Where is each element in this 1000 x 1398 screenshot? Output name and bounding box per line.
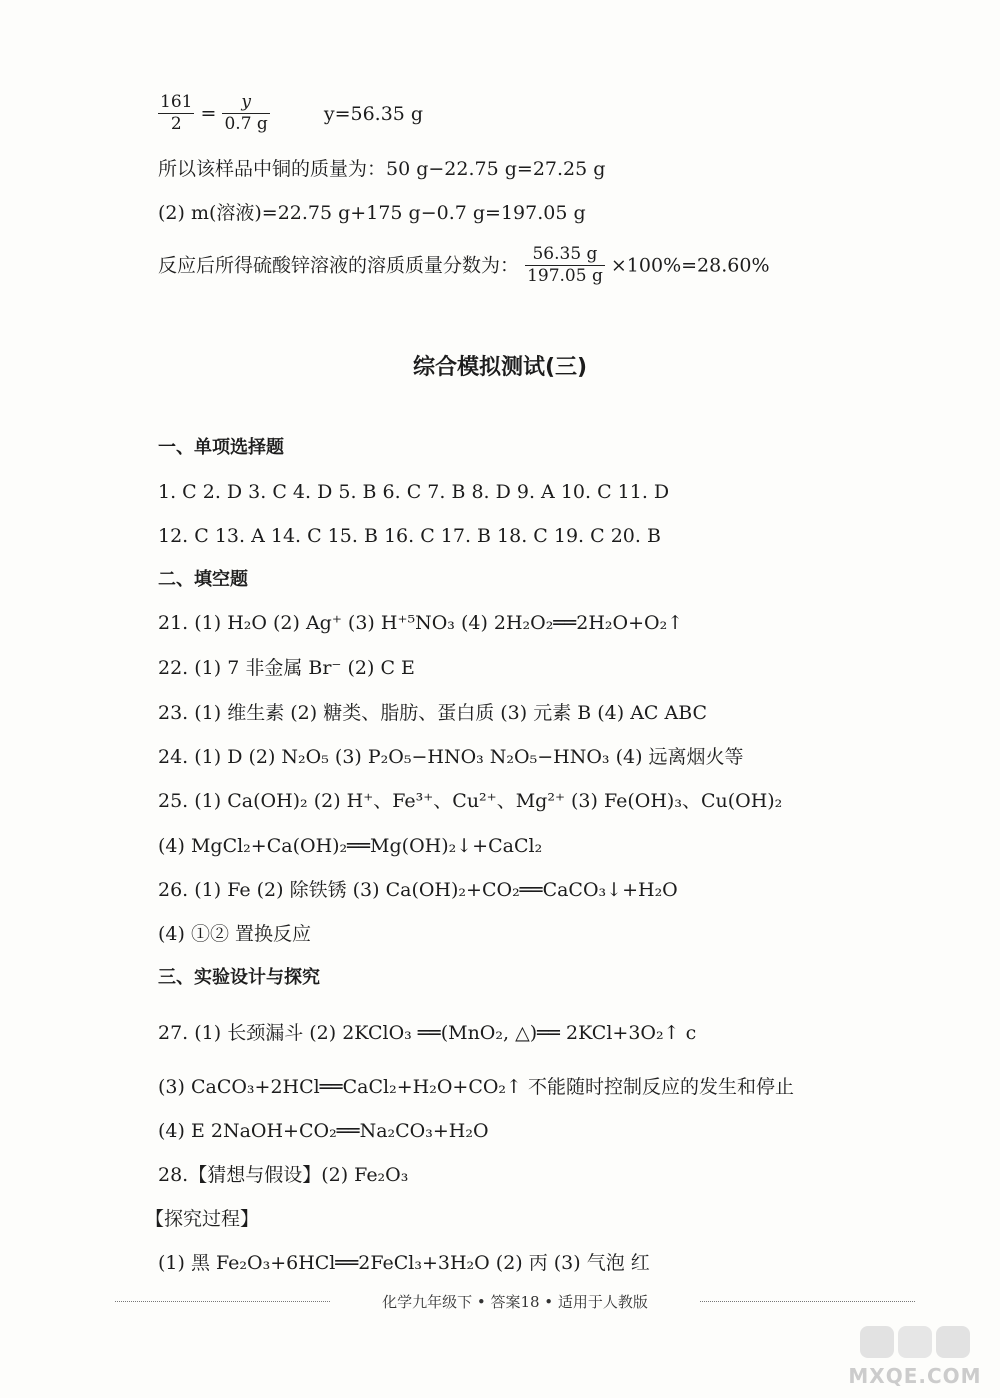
answer-27-line-1: 27. (1) 长颈漏斗 (2) 2KClO₃ ══(MnO₂, △)══ 2KCl+3O₂↑ c: [158, 1022, 697, 1044]
ratio-right-fraction: [222, 92, 269, 135]
copper-mass-line: 所以该样品中铜的质量为：50 g−22.75 g=27.25 g: [158, 158, 606, 180]
mass-fraction-numerator: 56.35 g: [525, 244, 605, 266]
page-title: 综合模拟测试(三): [412, 355, 588, 380]
mass-fraction-denominator: 197.05 g: [527, 266, 603, 286]
answer-28-line-2: 【探究过程】: [145, 1208, 260, 1230]
answer-26-line-1: 26. (1) Fe (2) 除铁锈 (3) Ca(OH)₂+CO₂══CaCO₃↓+H₂O: [158, 879, 678, 901]
answer-28-line-3: (1) 黑 Fe₂O₃+6HCl══2FeCl₃+3H₂O (2) 丙 (3) 气泡 红: [158, 1252, 650, 1274]
answer-22: 22. (1) 7 非金属 Br⁻ (2) C E: [158, 657, 415, 679]
ratio-right-denominator: 0.7 g: [224, 114, 268, 134]
section-heading-fill-in: 二、填空题: [158, 569, 248, 590]
ratio-left-denominator: 2: [170, 114, 182, 134]
answer-21: 21. (1) H₂O (2) Ag⁺ (3) H⁺⁵NO₃ (4) 2H₂O₂══2H₂O+O₂↑: [158, 612, 684, 634]
watermark-logo: [840, 1320, 990, 1390]
ratio-left-numerator: 161: [160, 92, 193, 112]
mass-fraction-line: [158, 244, 770, 290]
section-heading-single-choice: 一、单项选择题: [158, 437, 284, 458]
footer-right-dots: [700, 1301, 915, 1302]
mc-answers-row-1: 1. C 2. D 3. C 4. D 5. B 6. C 7. B 8. D 9. A 10. C 11. D: [158, 481, 670, 503]
answer-27-line-3: (4) E 2NaOH+CO₂══Na₂CO₃+H₂O: [158, 1120, 489, 1142]
answer-28-line-1: 28.【猜想与假设】(2) Fe₂O₃: [158, 1164, 409, 1186]
answer-26-line-2: (4) ①② 置换反应: [158, 923, 311, 945]
ratio-left-fraction: [158, 92, 194, 135]
page-footer: [115, 1290, 915, 1314]
ratio-equals: =: [200, 102, 217, 125]
answer-27-line-2: (3) CaCO₃+2HCl══CaCl₂+H₂O+CO₂↑ 不能随时控制反应的发生和停止: [158, 1076, 795, 1098]
mass-fraction-prefix: 反应后所得硫酸锌溶液的溶质质量分数为：: [158, 254, 520, 277]
solution-mass-line: (2) m(溶液)=22.75 g+175 g−0.7 g=197.05 g: [158, 202, 586, 224]
answer-25-line-1: 25. (1) Ca(OH)₂ (2) H⁺、Fe³⁺、Cu²⁺、Mg²⁺ (3) Fe(OH)₃、Cu(OH)₂: [158, 790, 783, 812]
watermark-logo-icon: [840, 1320, 990, 1366]
ratio-result: y=56.35 g: [323, 102, 424, 125]
section-heading-experiment: 三、实验设计与探究: [158, 967, 320, 988]
answer-25-line-2: (4) MgCl₂+Ca(OH)₂══Mg(OH)₂↓+CaCl₂: [158, 835, 543, 857]
watermark-text: MXQE.COM: [848, 1364, 982, 1388]
ratio-right-numerator: y: [222, 92, 269, 114]
mc-answers-row-2: 12. C 13. A 14. C 15. B 16. C 17. B 18. C 19. C 20. B: [158, 525, 661, 547]
footer-text: 化学九年级下 • 答案18 • 适用于人教版: [382, 1293, 648, 1311]
mass-fraction-suffix: ×100%=28.60%: [610, 254, 770, 277]
mass-fraction-fraction: [525, 244, 605, 287]
ratio-equation: [158, 92, 423, 136]
answer-23: 23. (1) 维生素 (2) 糖类、脂肪、蛋白质 (3) 元素 B (4) AC ABC: [158, 702, 708, 724]
answer-24: 24. (1) D (2) N₂O₅ (3) P₂O₅−HNO₃ N₂O₅−HNO₃ (4) 远离烟火等: [158, 746, 744, 768]
